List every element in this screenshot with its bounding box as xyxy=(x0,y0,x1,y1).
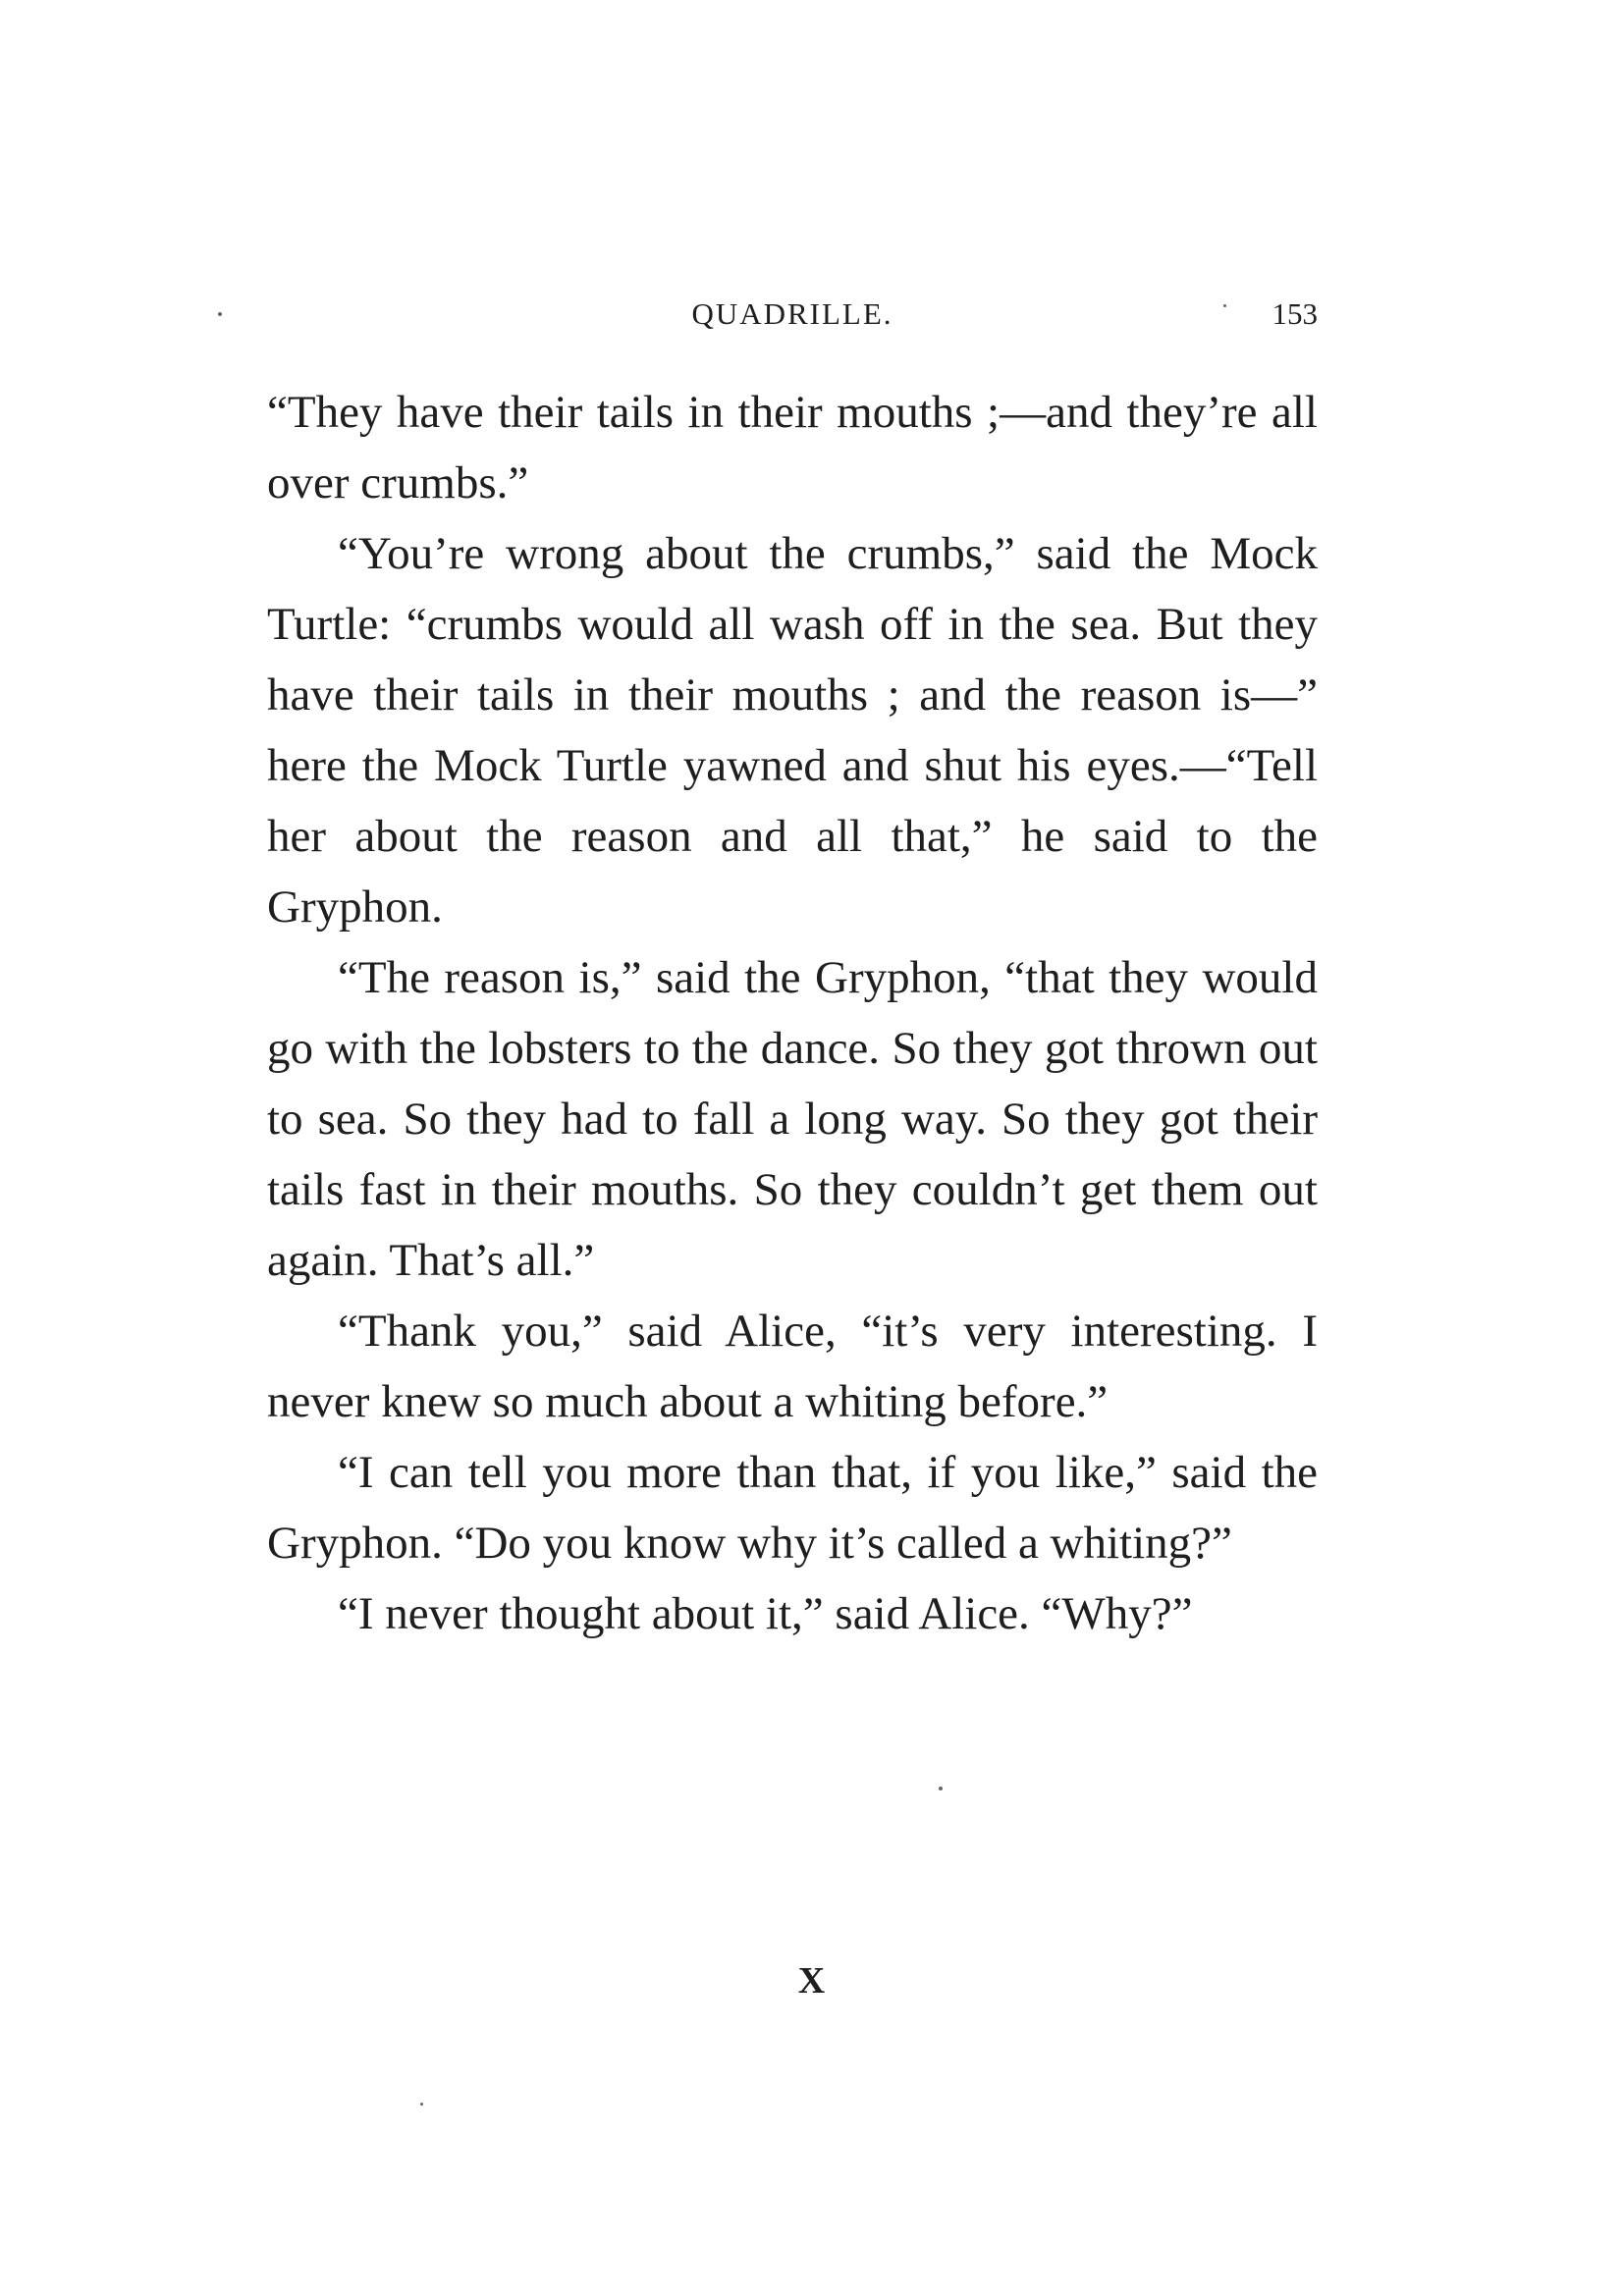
paragraph-4: “Thank you,” said Alice, “it’s very interesting. I never knew so much about a whiting before.” xyxy=(267,1306,1318,1427)
paragraph-2: “You’re wrong about the crumbs,” said the Mock Turtle: “crumbs would all wash off in the sea. But they have their tails in their mouths ; and the reason is—” here the Mock Turtle yawned and shut his eyes.—“Tell her about the reason and all that,” he said to the Gryphon. xyxy=(267,528,1318,933)
paper-speck xyxy=(1223,304,1226,307)
paragraph-1: “They have their tails in their mouths ;—and they’re all over crumbs.” xyxy=(267,387,1318,508)
paper-speck xyxy=(420,2103,423,2106)
running-head: QUADRILLE. xyxy=(691,296,893,331)
paragraph-6: “I never thought about it,” said Alice. “Why?” xyxy=(338,1588,1193,1639)
page-header xyxy=(267,293,1318,342)
page-number: 153 xyxy=(1271,296,1318,331)
paragraph-5: “I can tell you more than that, if you like,” said the Gryphon. “Do you know why it’s called a whiting?” xyxy=(267,1447,1318,1569)
paper-speck xyxy=(939,1787,943,1790)
paper-speck xyxy=(218,312,222,316)
body-text xyxy=(267,377,1318,1649)
paragraph-3: “The reason is,” said the Gryphon, “that they would go with the lobsters to the dance. So they got thrown out to sea. So they had to fall a long way. So they got their tails fast in their mouths. So they couldn’t get them out again. That’s all.” xyxy=(267,952,1318,1286)
signature-mark: X xyxy=(797,1960,826,2002)
